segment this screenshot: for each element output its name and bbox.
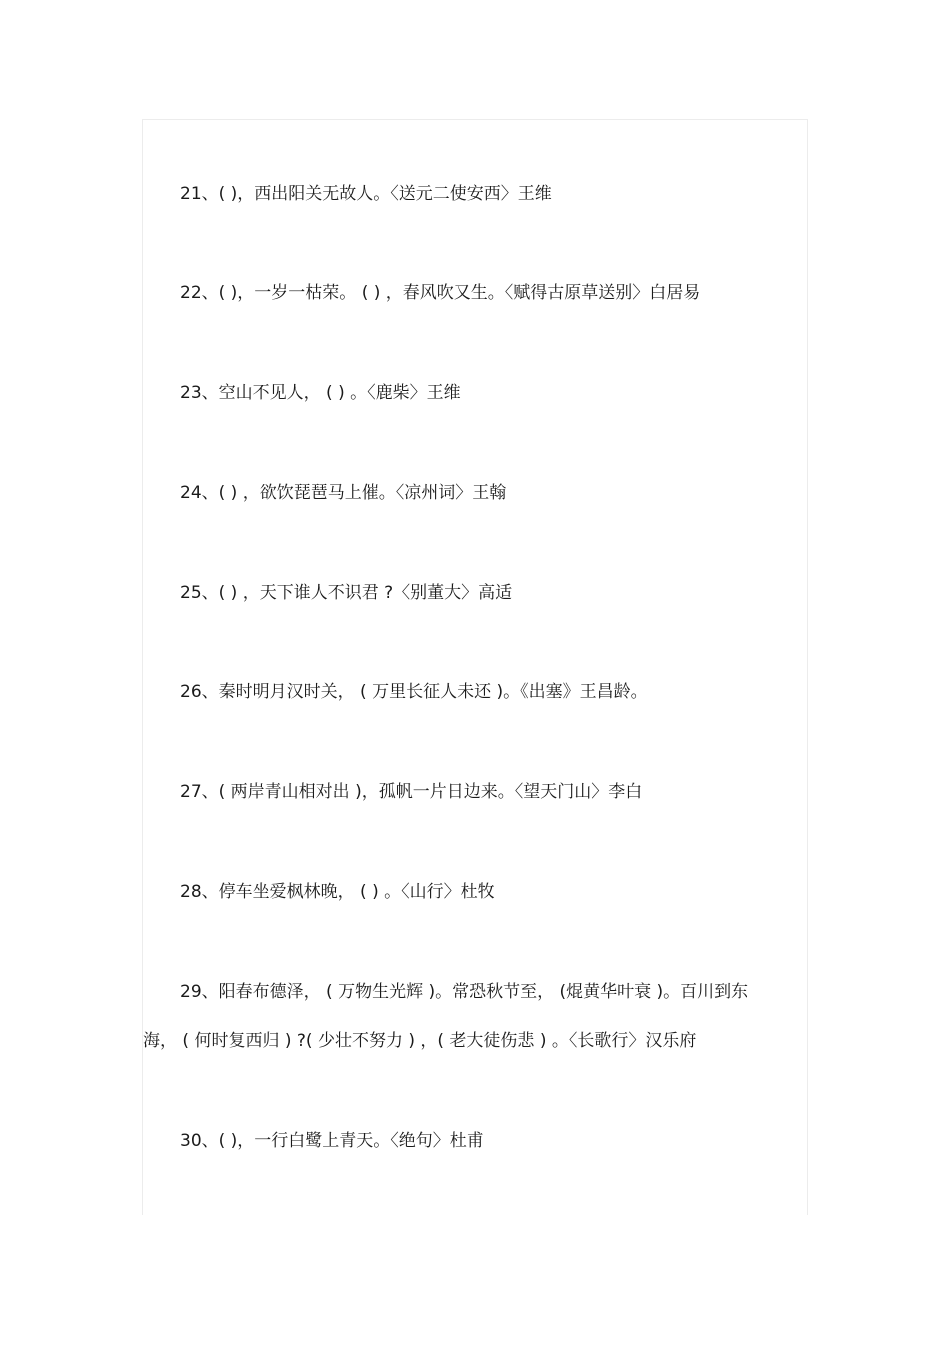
list-item-27: 27、( 两岸青山相对出 )，孤帆一片日边来。〈望天门山〉李白 bbox=[180, 782, 643, 802]
list-item-29-line2: 海， ( 何时复西归 ) ?( 少壮不努力 ) ，( 老大徒伤悲 ) 。〈长歌行〉汉乐府 bbox=[143, 1031, 697, 1051]
list-item-21: 21、( )，西出阳关无故人。〈送元二使安西〉王维 bbox=[180, 184, 552, 204]
list-item-22: 22、( )，一岁一枯荣。 ( ) ，春风吹又生。〈赋得古原草送别〉白居易 bbox=[180, 283, 701, 303]
list-item-29-line1: 29、阳春布德泽， ( 万物生光辉 )。常恐秋节至， (焜黄华叶衰 )。百川到东 bbox=[180, 982, 749, 1002]
list-item-28: 28、停车坐爱枫林晚， ( ) 。〈山行〉杜牧 bbox=[180, 882, 495, 902]
list-item-24: 24、( ) ，欲饮琵琶马上催。〈凉州词〉王翰 bbox=[180, 483, 507, 503]
list-item-25: 25、( ) ，天下谁人不识君 ?〈别董大〉高适 bbox=[180, 583, 513, 603]
list-item-30: 30、( )，一行白鹭上青天。〈绝句〉杜甫 bbox=[180, 1131, 484, 1151]
list-item-26: 26、秦时明月汉时关， ( 万里长征人未还 )。《出塞》王昌龄。 bbox=[180, 682, 648, 702]
list-item-23: 23、空山不见人， ( ) 。〈鹿柴〉王维 bbox=[180, 383, 461, 403]
